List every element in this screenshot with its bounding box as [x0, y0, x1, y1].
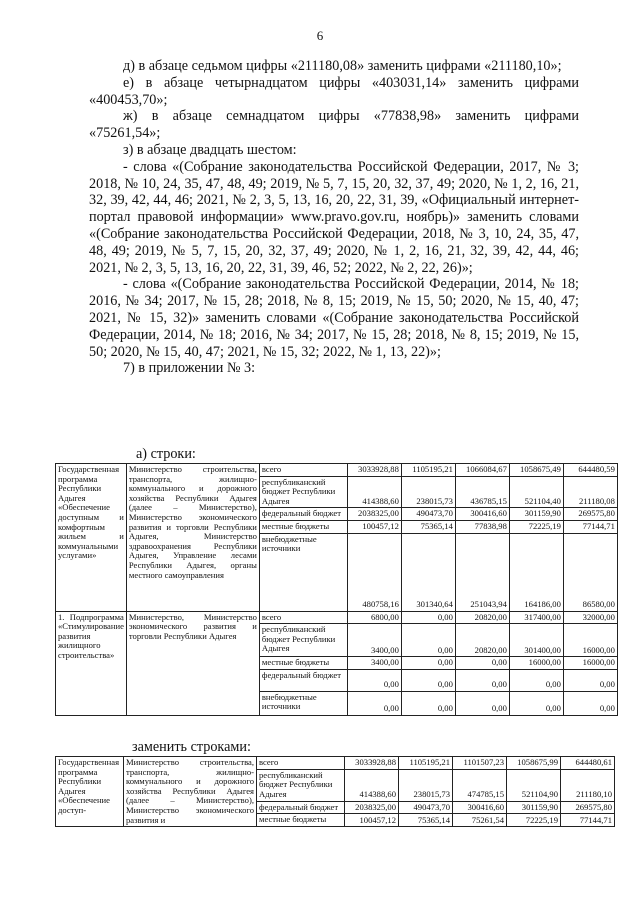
- amount-cell: 490473,70: [399, 801, 453, 814]
- amount-cell: 317400,00: [509, 611, 563, 624]
- amount-cell: 20820,00: [455, 611, 509, 624]
- amount-cell: 0,00: [455, 669, 509, 691]
- amount-cell: 0,00: [401, 611, 455, 624]
- responsible-executor-cell: Министерство, Министерство экономического развития и торговли Республики Адыгея: [126, 611, 259, 715]
- page-number: 6: [316, 28, 324, 43]
- funding-source-cell: республиканский бюджет Республики Адыгея: [259, 624, 347, 657]
- funding-source-cell: местные бюджеты: [257, 814, 345, 827]
- program-name-cell: Государственная программа Республики Адыгея «Обеспечение доступным и комфортным жильем и коммунальными услугами»: [56, 464, 127, 612]
- amount-cell: 100457,12: [345, 814, 399, 827]
- amount-cell: 3033928,88: [347, 464, 401, 477]
- amount-cell: 238015,73: [399, 769, 453, 801]
- paragraph-z: з) в абзаце двадцать шестом:: [123, 141, 297, 158]
- amount-cell: 0,00: [347, 691, 401, 715]
- amount-cell: 72225,19: [509, 520, 563, 533]
- funding-source-cell: всего: [259, 464, 347, 477]
- paragraph-z-item-1: - слова «(Собрание законодательства Российской Федерации, 2017, № 3; 2018, № 10, 24, 35, 47, 48, 49; 2019, № 5, 7, 15, 20, 32, 37, 49; 2020, № 1, 2, 16, 21, 32, 39, 42, 44, 46; 2021, № 2, 3, 5, 13, 16, 20, 22, 31, 39, «Официальный интернет-портал правовой информации» www.pravo.gov.ru, ноябрь)» заменить словами «(Собрание законодательства Российской Федерации, 2018, № 3, 10, 24, 35, 47, 48, 49; 2019, № 5, 7, 15, 20, 32, 37, 49; 2020, № 1, 2, 16, 21, 32, 39, 42, 44, 46; 2021, № 2, 3, 5, 13, 16, 20, 22, 31, 39, 46, 52; 2022, № 2, 22, 26)»;: [89, 158, 579, 276]
- paragraph-z-item-2: - слова «(Собрание законодательства Российской Федерации, 2014, № 18; 2016, № 34; 2017, № 15, 28; 2018, № 8, 15; 2019, № 15, 50; 2020, № 15, 40, 47; 2021, № 15, 32)» заменить словами «(Собрание законодательства Российской Федерации, 2014, № 18; 2016, № 34; 2017, № 15, 28; 2018, № 8, 15; 2019, № 15, 50; 2020, № 15, 40, 47; 2021, № 15, 32; 2022, № 1, 13, 22)»;: [89, 276, 579, 360]
- amount-cell: 164186,00: [509, 533, 563, 611]
- amount-cell: 0,00: [455, 691, 509, 715]
- amount-cell: 211180,08: [563, 476, 617, 508]
- paragraph-7: 7) в приложении № 3:: [123, 360, 256, 377]
- amount-cell: 1058675,99: [507, 757, 561, 770]
- amount-cell: 3400,00: [347, 657, 401, 670]
- funding-source-cell: местные бюджеты: [259, 657, 347, 670]
- amount-cell: 1105195,21: [399, 757, 453, 770]
- amount-cell: 269575,80: [561, 801, 615, 814]
- amount-cell: 474785,15: [453, 769, 507, 801]
- amount-cell: 301340,64: [401, 533, 455, 611]
- amount-cell: 3400,00: [347, 624, 401, 657]
- funding-source-cell: республиканский бюджет Республики Адыгея: [257, 769, 345, 801]
- amount-cell: 75365,14: [399, 814, 453, 827]
- table-row: [56, 757, 615, 770]
- program-name-cell: Государственная программа Республики Адыгея «Обеспечение доступ-: [56, 757, 124, 827]
- amount-cell: 521104,40: [509, 476, 563, 508]
- funding-source-cell: внебюджетные источники: [259, 533, 347, 611]
- amount-cell: 211180,10: [561, 769, 615, 801]
- amount-cell: 20820,00: [455, 624, 509, 657]
- amount-cell: 100457,12: [347, 520, 401, 533]
- amount-cell: 300416,60: [453, 801, 507, 814]
- amount-cell: 16000,00: [563, 624, 617, 657]
- table-row: [56, 464, 618, 477]
- amount-cell: 1105195,21: [401, 464, 455, 477]
- amount-cell: 77144,71: [561, 814, 615, 827]
- funding-source-cell: федеральный бюджет: [259, 669, 347, 691]
- amount-cell: 521104,90: [507, 769, 561, 801]
- amount-cell: 16000,00: [509, 657, 563, 670]
- amount-cell: 1058675,49: [509, 464, 563, 477]
- amount-cell: 414388,60: [347, 476, 401, 508]
- table-row: [56, 611, 618, 624]
- amount-cell: 301159,90: [509, 508, 563, 521]
- amount-cell: 16000,00: [563, 657, 617, 670]
- funding-source-cell: всего: [259, 611, 347, 624]
- responsible-executor-cell: Министерство строительства, транспорта, жилищно-коммунального и дорожного хозяйства Республики Адыгея (далее – Министерство), Министерство экономического развития и: [124, 757, 257, 827]
- funding-source-cell: республиканский бюджет Республики Адыгея: [259, 476, 347, 508]
- amount-cell: 251043,94: [455, 533, 509, 611]
- amount-cell: 0,00: [347, 669, 401, 691]
- amount-cell: 644480,61: [561, 757, 615, 770]
- body-text: [89, 58, 579, 377]
- amount-cell: 0,00: [563, 669, 617, 691]
- amount-cell: 480758,16: [347, 533, 401, 611]
- amount-cell: 6800,00: [347, 611, 401, 624]
- funding-source-cell: всего: [257, 757, 345, 770]
- amount-cell: 0,00: [401, 669, 455, 691]
- table-body: [56, 757, 615, 827]
- amount-cell: 77838,98: [455, 520, 509, 533]
- responsible-executor-cell: Министерство строительства, транспорта, жилищно-коммунального и дорожного хозяйства Республики Адыгея (далее – Министерство), Министерство экономического развития и торговли Республики Адыгея, Министерство здравоохранения Республики Адыгея, Управление лесами Республики Адыгея, органы местного самоуправления: [126, 464, 259, 612]
- paragraph-d: д) в абзаце седьмом цифры «211180,08» заменить цифрами «211180,10»;: [123, 58, 562, 74]
- amount-cell: 2038325,00: [347, 508, 401, 521]
- amount-cell: 0,00: [401, 624, 455, 657]
- amount-cell: 1066084,67: [455, 464, 509, 477]
- amount-cell: 77144,71: [563, 520, 617, 533]
- amount-cell: 238015,73: [401, 476, 455, 508]
- amount-cell: 301159,90: [507, 801, 561, 814]
- amount-cell: 269575,80: [563, 508, 617, 521]
- amount-cell: 301400,00: [509, 624, 563, 657]
- amount-cell: 3033928,88: [345, 757, 399, 770]
- amount-cell: 1101507,23: [453, 757, 507, 770]
- amount-cell: 0,00: [401, 691, 455, 715]
- amount-cell: 75261,54: [453, 814, 507, 827]
- funding-source-cell: местные бюджеты: [259, 520, 347, 533]
- amount-cell: 0,00: [509, 669, 563, 691]
- budget-table-replacement: [55, 756, 615, 827]
- funding-source-cell: федеральный бюджет: [257, 801, 345, 814]
- amount-cell: 32000,00: [563, 611, 617, 624]
- amount-cell: 414388,60: [345, 769, 399, 801]
- amount-cell: 0,00: [509, 691, 563, 715]
- table-body: [56, 464, 618, 716]
- amount-cell: 0,00: [563, 691, 617, 715]
- amount-cell: 0,00: [455, 657, 509, 670]
- amount-cell: 300416,60: [455, 508, 509, 521]
- paragraph-zh: ж) в абзаце семнадцатом цифры «77838,98» заменить цифрами «75261,54»;: [89, 108, 579, 142]
- amount-cell: 2038325,00: [345, 801, 399, 814]
- paragraph-e: е) в абзаце четырнадцатом цифры «403031,14» заменить цифрами «400453,70»;: [89, 74, 579, 108]
- amount-cell: 644480,59: [563, 464, 617, 477]
- program-name-cell: 1. Подпрограмма «Стимулирование развития жилищного строительства»: [56, 611, 127, 715]
- funding-source-cell: федеральный бюджет: [259, 508, 347, 521]
- label-rows: а) строки:: [136, 446, 196, 462]
- funding-source-cell: внебюджетные источники: [259, 691, 347, 715]
- amount-cell: 0,00: [401, 657, 455, 670]
- amount-cell: 490473,70: [401, 508, 455, 521]
- amount-cell: 86580,00: [563, 533, 617, 611]
- amount-cell: 436785,15: [455, 476, 509, 508]
- budget-table-original: [55, 463, 618, 716]
- amount-cell: 75365,14: [401, 520, 455, 533]
- label-replace-rows: заменить строками:: [132, 739, 251, 755]
- amount-cell: 72225,19: [507, 814, 561, 827]
